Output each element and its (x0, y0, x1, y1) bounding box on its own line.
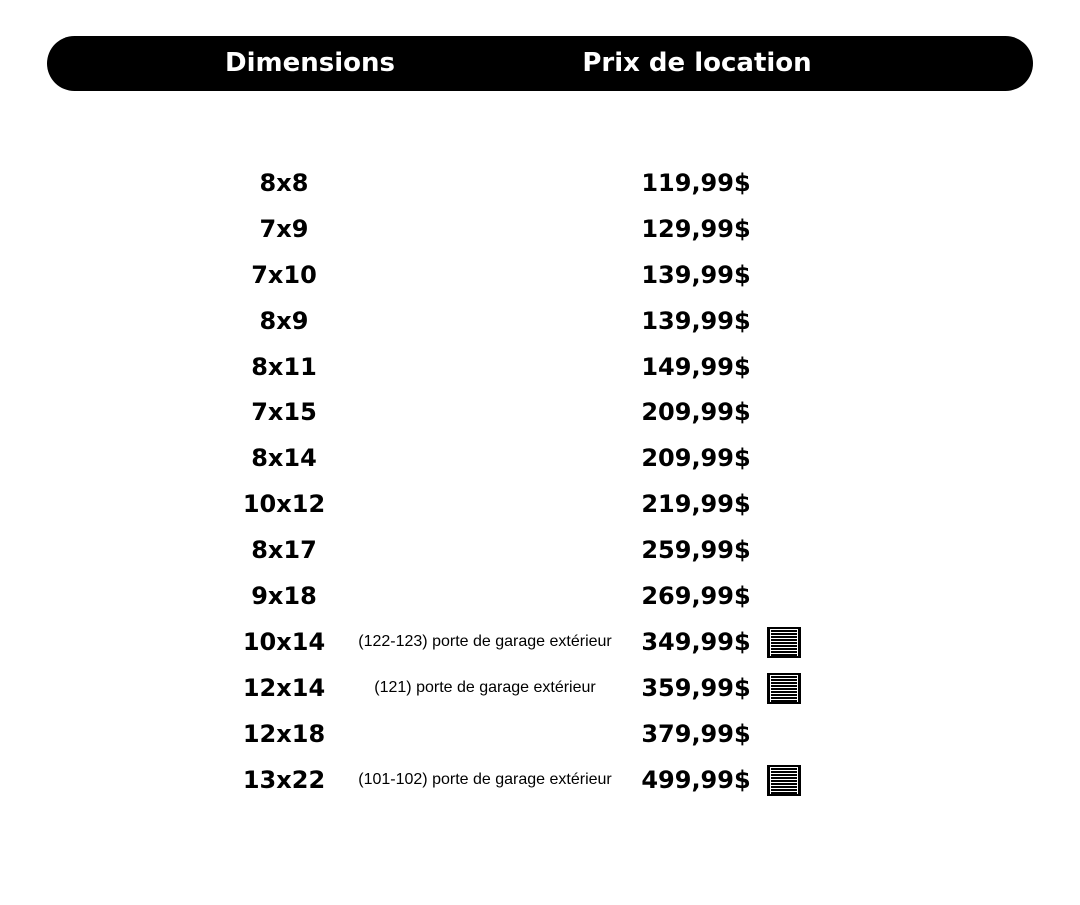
dimension-cell: 7x9 (259, 214, 309, 243)
price-header: Prix de location (582, 48, 812, 78)
table-row (0, 665, 1080, 711)
table-header (47, 36, 1033, 91)
dimension-cell: 10x12 (242, 490, 326, 519)
price-cell: 269,99$ (641, 582, 751, 611)
dimension-cell: 13x22 (242, 765, 326, 794)
price-cell: 259,99$ (641, 536, 751, 565)
price-cell: 359,99$ (641, 673, 751, 702)
price-cell: 379,99$ (641, 719, 751, 748)
dimension-cell: 10x14 (242, 627, 326, 656)
dimension-cell: 7x10 (251, 260, 317, 289)
price-cell: 149,99$ (641, 352, 751, 381)
dimension-cell: 8x8 (259, 169, 309, 197)
garage-door-note: (122-123) porte de garage extérieur (358, 632, 612, 650)
table-row (0, 573, 1080, 619)
garage-door-icon (766, 672, 802, 705)
dimension-cell: 12x14 (242, 673, 326, 702)
table-row (0, 527, 1080, 573)
table-row (0, 344, 1080, 390)
price-table (0, 160, 1080, 802)
dimension-cell: 8x11 (251, 352, 317, 381)
garage-door-note: (101-102) porte de garage extérieur (358, 770, 612, 788)
dimension-cell: 12x18 (242, 719, 326, 748)
table-row (0, 757, 1080, 803)
dimension-cell: 8x17 (251, 536, 317, 565)
price-cell: 129,99$ (641, 214, 751, 243)
table-row (0, 252, 1080, 298)
table-row (0, 160, 1080, 206)
price-cell: 139,99$ (641, 306, 751, 335)
table-row (0, 435, 1080, 481)
table-row (0, 298, 1080, 344)
table-row (0, 206, 1080, 252)
table-row (0, 711, 1080, 757)
price-cell: 209,99$ (641, 444, 751, 473)
table-row (0, 481, 1080, 527)
dimensions-header: Dimensions (225, 48, 395, 78)
dimension-cell: 8x14 (251, 444, 317, 473)
garage-door-note: (121) porte de garage extérieur (374, 678, 596, 696)
price-cell: 119,99$ (641, 169, 751, 197)
dimension-cell: 7x15 (251, 398, 317, 427)
dimension-cell: 9x18 (251, 582, 317, 611)
price-cell: 349,99$ (641, 627, 751, 656)
dimension-cell: 8x9 (259, 306, 309, 335)
price-cell: 499,99$ (641, 765, 751, 794)
garage-door-icon (766, 626, 802, 659)
table-row (0, 389, 1080, 435)
price-cell: 209,99$ (641, 398, 751, 427)
table-row (0, 619, 1080, 665)
garage-door-icon (766, 764, 802, 797)
price-cell: 219,99$ (641, 490, 751, 519)
price-cell: 139,99$ (641, 260, 751, 289)
